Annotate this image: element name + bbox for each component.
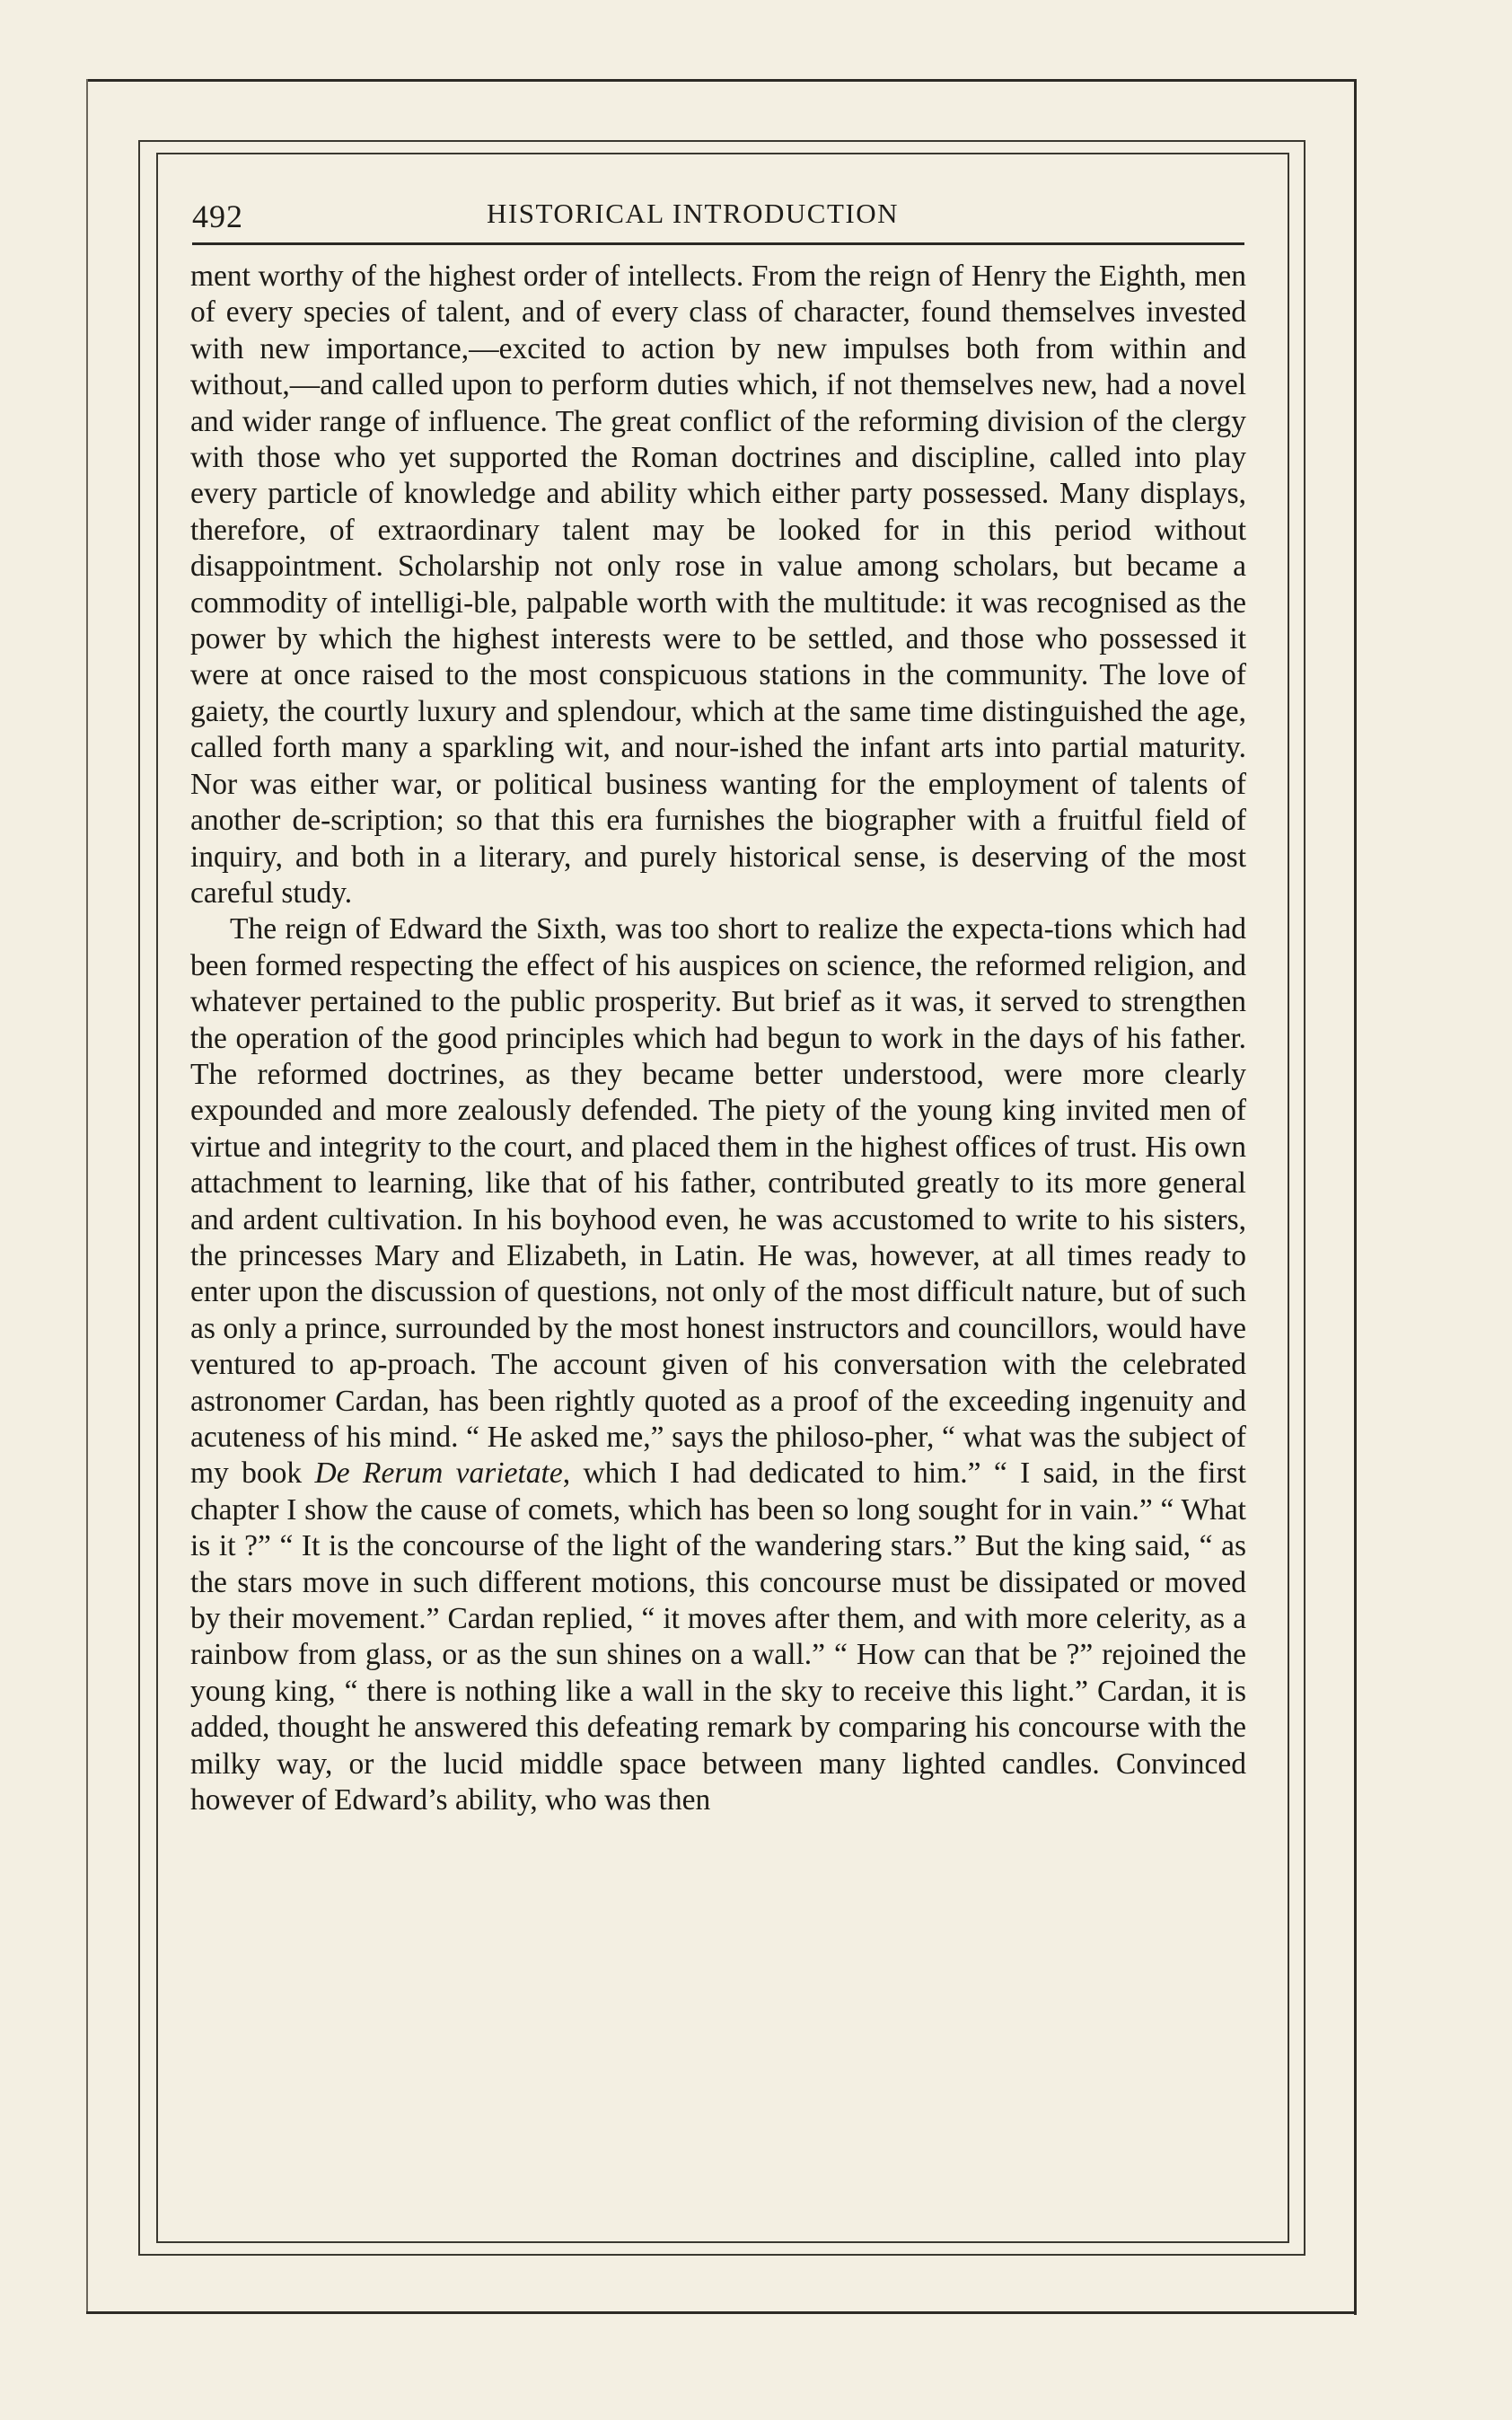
body-text [190, 259, 1246, 1818]
page-header [192, 190, 1243, 244]
left-page-edge-rule [86, 79, 88, 2313]
running-head: HISTORICAL INTRODUCTION [487, 198, 900, 229]
bottom-rule [86, 2311, 1357, 2314]
top-rule [86, 79, 1356, 82]
paragraph [190, 259, 1246, 911]
header-rule [192, 242, 1244, 245]
paragraph-text: , which I had dedicated to him.” “ I said, in the first chapter I show the cause of comets, which has been so long sought for in vain.” “ What is it ?” “ It is the concourse of the light of the wandering stars.” But the king said, “ as the stars move in such different motions, this concourse must be dissipated or moved by their movement.” Cardan replied, “ it moves after them, and with more celerity, as a rainbow from glass, or as the sun shines on a wall.” “ How can that be ?” rejoined the young king, “ there is nothing like a wall in the sky to receive this light.” Cardan, it is added, thought he answered this defeating remark by comparing his concourse with the milky way, or the lucid middle space between many lighted candles. Convinced however of Edward’s ability, who was then [190, 1456, 1246, 1817]
book-title: De Rerum varietate [314, 1456, 563, 1491]
paragraph-text: ment worthy of the highest order of intellects. From the reign of Henry the Eighth, men of every species of talent, and of every class of character, found themselves invested with new importance,—excited to action by new impulses both from within and without,—and called upon to perform duties which, if not themselves new, had a novel and wider range of influence. The great conflict of the reforming division of the clergy with those who yet supported the Roman doctrines and discipline, called into play every particle of knowledge and ability which either party possessed. Many displays, therefore, of extraordinary talent may be looked for in this period without disappointment. Scholarship not only rose in value among scholars, but became a commodity of intelligi-ble, palpable worth with the multitude: it was recognised as the power by which the highest interests were to be settled, and those who possessed it were at once raised to the most conspicuous stations in the community. The love of gaiety, the courtly luxury and splendour, which at the same time distinguished the age, called forth many a sparkling wit, and nour-ished the infant arts into partial maturity. Nor was either war, or political business wanting for the employment of talents of another de-scription; so that this era furnishes the biographer with a fruitful field of inquiry, and both in a literary, and purely historical sense, is deserving of the most careful study. [190, 260, 1246, 910]
right-outer-rule [1354, 79, 1357, 2315]
page-number: 492 [192, 198, 243, 234]
paragraph [190, 911, 1246, 1818]
paragraph-text: The reign of Edward the Sixth, was too short to realize the expecta-tions which had been formed respecting the effect of his auspices on science, the reformed religion, and whatever pertained to the public prosperity. But brief as it was, it served to strengthen the operation of the good principles which had begun to work in the days of his father. The reformed doctrines, as they became better understood, were more clearly expounded and more zealously defended. The piety of the young king invited men of virtue and integrity to the court, and placed them in the highest offices of trust. His own attachment to learning, like that of his father, contributed greatly to its more general and ardent cultivation. In his boyhood even, he was accustomed to write to his sisters, the princesses Mary and Elizabeth, in Latin. He was, however, at all times ready to enter upon the discussion of questions, not only of the most difficult nature, but of such as only a prince, surrounded by the most honest instructors and councillors, would have ventured to ap-proach. The account given of his conversation with the celebrated astronomer Cardan, has been rightly quoted as a proof of the exceeding ingenuity and acuteness of his mind. “ He asked me,” says the philoso-pher, “ what was the subject of my book [190, 912, 1246, 1491]
